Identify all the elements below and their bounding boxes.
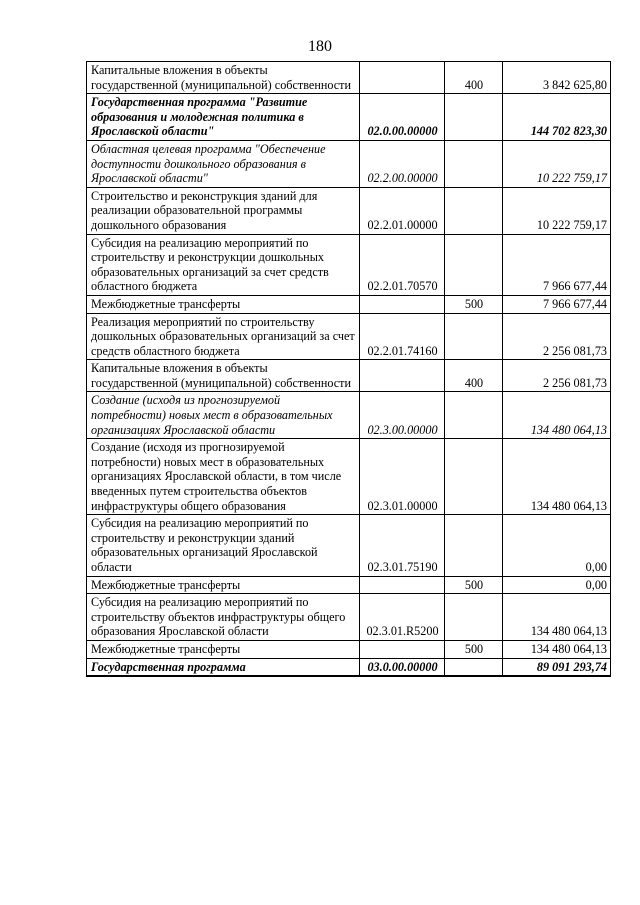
row-name-cell: Создание (исходя из прогнозируемой потребности) новых мест в образовательных организациях Ярославской области <box>87 392 360 439</box>
row-expense-type-cell <box>445 187 503 234</box>
row-expense-type-cell <box>445 515 503 576</box>
row-expense-type-cell <box>445 439 503 515</box>
row-expense-type-cell: 500 <box>445 576 503 594</box>
row-code-cell: 02.2.01.00000 <box>360 187 445 234</box>
row-name-cell: Субсидия на реализацию мероприятий по строительству и реконструкции зданий образовательных организаций Ярославской области <box>87 515 360 576</box>
table-row <box>87 62 611 94</box>
row-code-cell: 02.3.01.75190 <box>360 515 445 576</box>
table-row <box>87 439 611 515</box>
row-expense-type-cell: 500 <box>445 640 503 658</box>
table-row <box>87 234 611 295</box>
budget-table <box>86 61 611 677</box>
row-code-cell: 02.2.01.70570 <box>360 234 445 295</box>
row-code-cell: 03.0.00.00000 <box>360 658 445 676</box>
row-code-cell <box>360 62 445 94</box>
row-amount-cell: 134 480 064,13 <box>503 439 611 515</box>
row-code-cell <box>360 360 445 392</box>
row-amount-cell: 89 091 293,74 <box>503 658 611 676</box>
page-number: 180 <box>308 38 332 55</box>
table-row <box>87 515 611 576</box>
row-name-cell: Строительство и реконструкция зданий для реализации образовательной программы дошкольного образования <box>87 187 360 234</box>
row-amount-cell: 134 480 064,13 <box>503 594 611 641</box>
row-expense-type-cell: 400 <box>445 360 503 392</box>
row-amount-cell: 134 480 064,13 <box>503 392 611 439</box>
row-name-cell: Межбюджетные трансферты <box>87 576 360 594</box>
table-row <box>87 576 611 594</box>
row-expense-type-cell <box>445 94 503 141</box>
row-name-cell: Государственная программа "Развитие образования и молодежная политика в Ярославской области" <box>87 94 360 141</box>
budget-table-body <box>87 62 611 677</box>
row-amount-cell: 10 222 759,17 <box>503 140 611 187</box>
row-name-cell: Реализация мероприятий по строительству дошкольных образовательных организаций за счет средств областного бюджета <box>87 313 360 360</box>
table-row <box>87 594 611 641</box>
table-row <box>87 313 611 360</box>
row-expense-type-cell <box>445 392 503 439</box>
table-row <box>87 295 611 313</box>
row-amount-cell: 0,00 <box>503 576 611 594</box>
row-amount-cell: 3 842 625,80 <box>503 62 611 94</box>
row-name-cell: Межбюджетные трансферты <box>87 295 360 313</box>
table-row <box>87 658 611 676</box>
row-amount-cell: 7 966 677,44 <box>503 234 611 295</box>
row-expense-type-cell <box>445 140 503 187</box>
table-row <box>87 392 611 439</box>
row-code-cell: 02.2.00.00000 <box>360 140 445 187</box>
row-code-cell: 02.3.01.00000 <box>360 439 445 515</box>
row-code-cell <box>360 295 445 313</box>
row-code-cell <box>360 576 445 594</box>
row-expense-type-cell <box>445 234 503 295</box>
row-amount-cell: 2 256 081,73 <box>503 360 611 392</box>
row-code-cell: 02.3.01.R5200 <box>360 594 445 641</box>
row-expense-type-cell <box>445 313 503 360</box>
row-name-cell: Капитальные вложения в объекты государственной (муниципальной) собственности <box>87 62 360 94</box>
row-expense-type-cell <box>445 594 503 641</box>
row-expense-type-cell: 400 <box>445 62 503 94</box>
table-row <box>87 360 611 392</box>
row-amount-cell: 134 480 064,13 <box>503 640 611 658</box>
row-name-cell: Капитальные вложения в объекты государственной (муниципальной) собственности <box>87 360 360 392</box>
row-name-cell: Субсидия на реализацию мероприятий по строительству объектов инфраструктуры общего образования Ярославской области <box>87 594 360 641</box>
row-name-cell: Субсидия на реализацию мероприятий по строительству и реконструкции дошкольных образовательных организаций за счет средств областного бюджета <box>87 234 360 295</box>
table-row <box>87 140 611 187</box>
table-row <box>87 187 611 234</box>
row-amount-cell: 144 702 823,30 <box>503 94 611 141</box>
row-name-cell: Создание (исходя из прогнозируемой потребности) новых мест в образовательных организациях Ярославской области, в том числе введенных путем строительства объектов инфраструктуры общего образования <box>87 439 360 515</box>
row-code-cell: 02.2.01.74160 <box>360 313 445 360</box>
row-code-cell: 02.0.00.00000 <box>360 94 445 141</box>
row-amount-cell: 0,00 <box>503 515 611 576</box>
row-name-cell: Областная целевая программа "Обеспечение доступности дошкольного образования в Ярославской области" <box>87 140 360 187</box>
row-amount-cell: 2 256 081,73 <box>503 313 611 360</box>
row-name-cell: Государственная программа <box>87 658 360 676</box>
row-code-cell: 02.3.00.00000 <box>360 392 445 439</box>
table-row <box>87 94 611 141</box>
row-name-cell: Межбюджетные трансферты <box>87 640 360 658</box>
row-expense-type-cell: 500 <box>445 295 503 313</box>
table-row <box>87 640 611 658</box>
row-amount-cell: 7 966 677,44 <box>503 295 611 313</box>
row-code-cell <box>360 640 445 658</box>
row-expense-type-cell <box>445 658 503 676</box>
row-amount-cell: 10 222 759,17 <box>503 187 611 234</box>
